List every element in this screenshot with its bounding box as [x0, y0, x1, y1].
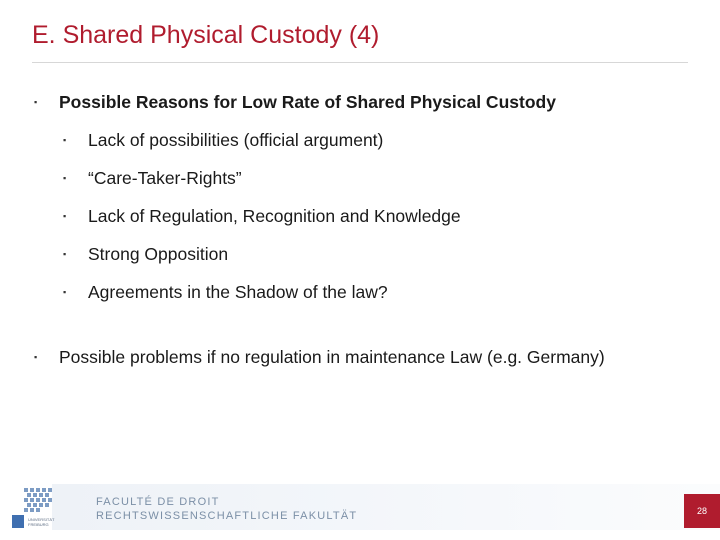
bullet-marker-icon: ▪ [34, 97, 38, 107]
page-number: 28 [684, 494, 720, 528]
bullet-marker-icon: ▪ [63, 173, 67, 183]
sub-bullet-text: Agreements in the Shadow of the law? [88, 282, 388, 302]
sub-bullet-text: Lack of Regulation, Recognition and Knowledge [88, 206, 461, 226]
sub-bullet-text: Strong Opposition [88, 244, 229, 264]
university-name: UNIVERSITÄT FREIBURG [28, 517, 55, 527]
bullet-text: Possible problems if no regulation in maintenance Law (e.g. Germany) [59, 347, 605, 367]
bullet-text: Possible Reasons for Low Rate of Shared Physical Custody [59, 92, 556, 112]
faculty-name-de: RECHTSWISSENSCHAFTLICHE FAKULTÄT [96, 510, 358, 522]
bullet-marker-icon: ▪ [63, 287, 67, 297]
faculty-name-fr: FACULTÉ DE DROIT [96, 496, 220, 508]
slide-title: E. Shared Physical Custody (4) [32, 21, 380, 49]
sub-bullet-text: Lack of possibilities (official argument) [88, 130, 384, 150]
bullet-marker-icon: ▪ [34, 352, 38, 362]
bullet-marker-icon: ▪ [63, 211, 67, 221]
bullet-marker-icon: ▪ [63, 249, 67, 259]
sub-bullet-text: “Care-Taker-Rights” [88, 168, 242, 188]
title-divider [32, 62, 688, 63]
bullet-marker-icon: ▪ [63, 135, 67, 145]
